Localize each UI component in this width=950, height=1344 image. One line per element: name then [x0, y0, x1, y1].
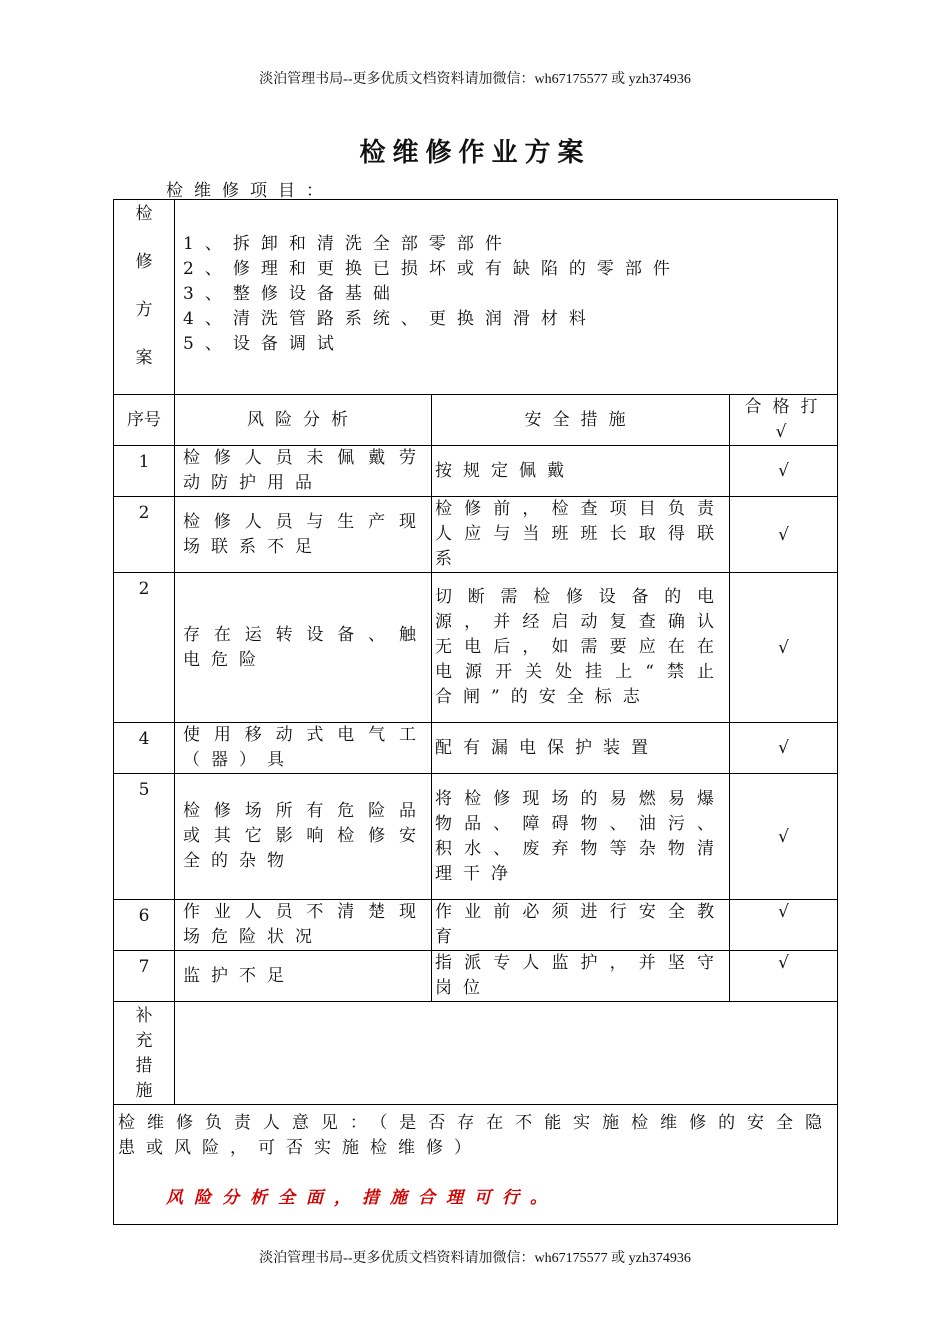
supplement-label-char: 充	[135, 1031, 153, 1051]
supplement-content	[175, 1002, 838, 1105]
plan-item: 3、整修设备基础	[183, 284, 401, 304]
row-measure: 按规定佩戴	[432, 446, 730, 497]
row-risk: 检修场所有危险品或其它影响检修安全的杂物	[175, 774, 432, 900]
plan-content	[175, 200, 838, 395]
table-row	[114, 497, 838, 573]
row-measure: 将检修现场的易燃易爆物品、障碍物、油污、积水、废弃物等杂物清理干净	[432, 774, 730, 900]
row-risk: 检修人员未佩戴劳动防护用品	[175, 446, 432, 497]
row-measure: 切断需检修设备的电源，并经启动复查确认无电后，如需要应在在电源开关处挂上“禁止合闸”的安全标志	[432, 573, 730, 723]
supplement-label-char: 补	[135, 1006, 153, 1026]
plan-item: 1、拆卸和清洗全部零部件	[183, 234, 513, 254]
supplement-label-char: 措	[135, 1056, 153, 1076]
plan-label-char: 方	[135, 300, 153, 320]
maintenance-plan-table	[113, 199, 838, 1225]
supplement-label-char: 施	[135, 1081, 153, 1101]
row-risk: 监护不足	[175, 951, 432, 1002]
row-risk: 存在运转设备、触电危险	[175, 573, 432, 723]
table-row	[114, 951, 838, 1002]
header-note: 淡泊管理书局--更多优质文档资料请加微信：wh67175577 或 yzh374936	[259, 72, 691, 87]
opinion-question: 检维修负责人意见：（是否存在不能实施检维修的安全隐患或风险，可否实施检维修）	[118, 1113, 834, 1158]
row-check: √	[730, 497, 838, 573]
plan-item: 5、设备调试	[183, 334, 345, 354]
row-seq: 6	[114, 900, 175, 951]
project-label: 检维修项目：	[166, 181, 334, 201]
supplement-label	[114, 1002, 175, 1105]
plan-item-list	[175, 200, 837, 357]
header-measure: 安全措施	[432, 395, 730, 446]
row-check: √	[730, 446, 838, 497]
table-row	[114, 900, 838, 951]
table-row	[114, 573, 838, 723]
row-measure: 检修前，检查项目负责人应与当班班长取得联系	[432, 497, 730, 573]
header-check: 合格打√	[730, 395, 838, 446]
row-check: √	[730, 723, 838, 774]
row-risk: 作业人员不清楚现场危险状况	[175, 900, 432, 951]
table-row	[114, 446, 838, 497]
plan-row	[114, 200, 838, 395]
supplement-row	[114, 1002, 838, 1105]
plan-label-char: 检	[135, 204, 153, 224]
row-measure: 指派专人监护，并坚守岗位	[432, 951, 730, 1002]
opinion-answer: 风险分析全面，措施合理可行。	[166, 1188, 558, 1208]
plan-label-char: 修	[135, 252, 153, 272]
row-seq: 5	[114, 774, 175, 900]
table-row	[114, 723, 838, 774]
row-seq: 4	[114, 723, 175, 774]
opinion-cell	[114, 1105, 838, 1225]
opinion-row	[114, 1105, 838, 1225]
row-seq: 1	[114, 446, 175, 497]
plan-label	[114, 200, 175, 395]
footer-note: 淡泊管理书局--更多优质文档资料请加微信：wh67175577 或 yzh374936	[259, 1251, 691, 1266]
table-header-row	[114, 395, 838, 446]
row-measure: 配有漏电保护装置	[432, 723, 730, 774]
header-risk: 风险分析	[175, 395, 432, 446]
plan-item: 4、清洗管路系统、更换润滑材料	[183, 309, 597, 329]
document-title: 检维修作业方案	[359, 138, 591, 168]
row-risk: 使用移动式电气工（器）具	[175, 723, 432, 774]
row-check: √	[730, 951, 838, 1002]
row-check: √	[730, 573, 838, 723]
row-risk: 检修人员与生产现场联系不足	[175, 497, 432, 573]
row-measure: 作业前必须进行安全教育	[432, 900, 730, 951]
row-seq: 2	[114, 497, 175, 573]
row-seq: 2	[114, 573, 175, 723]
row-check: √	[730, 774, 838, 900]
row-seq: 7	[114, 951, 175, 1002]
table-row	[114, 774, 838, 900]
row-check: √	[730, 900, 838, 951]
plan-label-char: 案	[135, 348, 153, 368]
plan-item: 2、修理和更换已损坏或有缺陷的零部件	[183, 259, 681, 279]
header-seq: 序号	[114, 395, 175, 446]
